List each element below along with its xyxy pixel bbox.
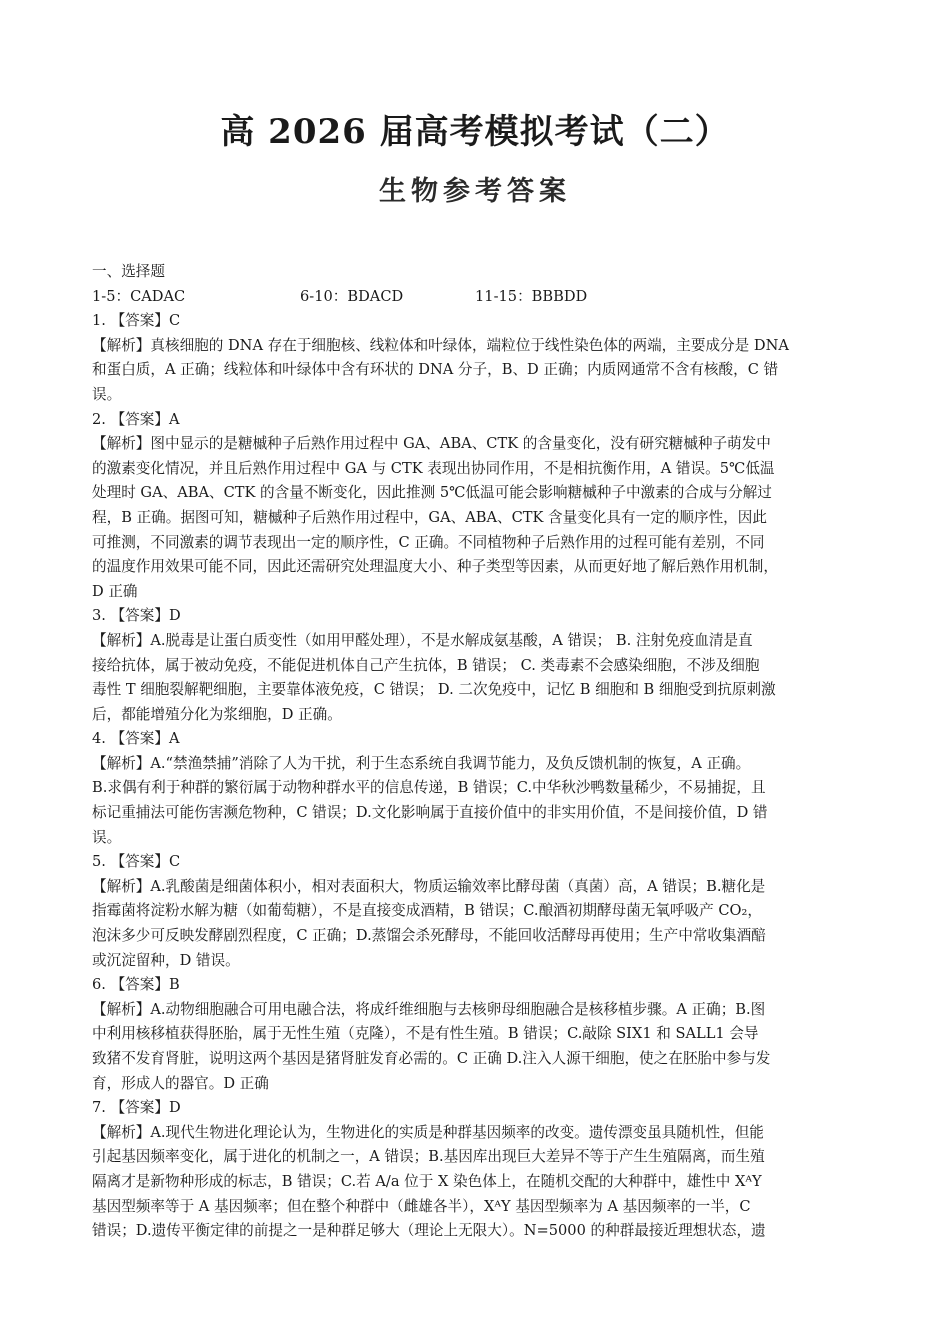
- question-block: [92, 850, 858, 973]
- explanation-line: 接给抗体，属于被动免疫，不能促进机体自己产生抗体，B 错误； C. 类毒素不会感染细胞，不涉及细胞: [92, 656, 760, 674]
- explanation-line: 【解析】A.动物细胞融合可用电融合法，将成纤维细胞与去核卵母细胞融合是核移植步骤。A 正确；B.图: [92, 1000, 766, 1018]
- explanation-line: 基因型频率等于 A 基因频率；但在整个种群中（雌雄各半），XᴬY 基因型频率为 A 基因频率的一半，C: [92, 1197, 751, 1215]
- explanation-line: 误。: [92, 828, 122, 846]
- explanation-line: 后，都能增殖分化为浆细胞，D 正确。: [92, 705, 342, 723]
- explanation-line: 指霉菌将淀粉水解为糖（如葡萄糖），不是直接变成酒精，B 错误；C.酿酒初期酵母菌无氧呼吸产 CO₂，: [92, 902, 762, 920]
- explanation-line: 误。: [92, 385, 122, 403]
- question-answer: 2. 【答案】A: [92, 410, 180, 428]
- explanation-line: 泡沫多少可反映发酵剧烈程度，C 正确；D.蒸馏会杀死酵母，不能回收活酵母再使用；生产中常收集酒醅: [92, 927, 766, 945]
- answer-key-11-15: 11-15：BBBDD: [475, 287, 588, 305]
- explanation-line: 【解析】图中显示的是糖槭种子后熟作用过程中 GA、ABA、CTK 的含量变化，没有研究糖槭种子萌发中: [92, 435, 771, 453]
- explanation-line: 【解析】真核细胞的 DNA 存在于细胞核、线粒体和叶绿体，端粒位于线性染色体的两端，主要成分是 DNA: [92, 336, 789, 354]
- question-block: [92, 604, 858, 727]
- explanation-line: 程，B 正确。据图可知，糖槭种子后熟作用过程中，GA、ABA、CTK 含量变化具有一定的顺序性，因此: [92, 508, 767, 526]
- explanation-line: 错误；D.遗传平衡定律的前提之一是种群足够大（理论上无限大）。N=5000 的种群最接近理想状态，遗: [92, 1222, 766, 1240]
- question-explanations: [92, 309, 858, 1244]
- explanation-line: 标记重捕法可能伤害濒危物种，C 错误；D.文化影响属于直接价值中的非实用价值，不是间接价值，D 错: [92, 804, 768, 822]
- explanation-line: 【解析】A.乳酸菌是细菌体积小，相对表面积大，物质运输效率比酵母菌（真菌）高，A 错误；B.糖化是: [92, 877, 766, 895]
- question-block: [92, 309, 858, 407]
- explanation-line: 的激素变化情况，并且后熟作用过程中 GA 与 CTK 表现出协同作用，不是相抗衡作用，A 错误。5℃低温: [92, 459, 775, 477]
- answer-key-row: [92, 285, 858, 310]
- explanation-line: 隔离才是新物种形成的标志，B 错误；C.若 A/a 位于 X 染色体上，在随机交配的大种群中，雄性中 XᴬY: [92, 1172, 762, 1190]
- answer-key-1-5: 1-5：CADAC: [92, 287, 186, 305]
- explanation-line: 中利用核移植获得胚胎，属于无性生殖（克隆），不是有性生殖。B 错误；C.敲除 SIX1 和 SALL1 会导: [92, 1025, 759, 1043]
- explanation-line: 毒性 T 细胞裂解靶细胞，主要靠体液免疫，C 错误； D. 二次免疫中，记忆 B 细胞和 B 细胞受到抗原刺激: [92, 681, 776, 699]
- question-answer: 3. 【答案】D: [92, 607, 181, 625]
- question-answer: 1. 【答案】C: [92, 312, 181, 330]
- explanation-line: 引起基因频率变化，属于进化的机制之一，A 错误；B.基因库出现巨大差异不等于产生生殖隔离，而生殖: [92, 1148, 765, 1166]
- explanation-line: 致猪不发育肾脏，说明这两个基因是猪肾脏发育必需的。C 正确 D.注入人源干细胞，使之在胚胎中参与发: [92, 1050, 771, 1067]
- explanation-line: 【解析】A.脱毒是让蛋白质变性（如用甲醛处理），不是水解成氨基酸，A 错误； B. 注射免疫血清是直: [92, 631, 753, 649]
- answer-key-6-10: 6-10：BDACD: [300, 287, 404, 305]
- question-answer: 7. 【答案】D: [92, 1099, 181, 1117]
- explanation-line: 的温度作用效果可能不同，因此还需研究处理温度大小、种子类型等因素，从而更好地了解后熟作用机制，: [92, 558, 778, 576]
- explanation-line: B.求偶有利于种群的繁衍属于动物种群水平的信息传递，B 错误；C.中华秋沙鸭数量稀少，不易捕捉，且: [92, 779, 766, 797]
- explanation-line: 或沉淀留种，D 错误。: [92, 951, 240, 969]
- explanation-line: 【解析】A.“禁渔禁捕”消除了人为干扰，利于生态系统自我调节能力，及负反馈机制的恢复，A 正确。: [92, 754, 751, 772]
- question-answer: 5. 【答案】C: [92, 853, 181, 871]
- question-block: [92, 1096, 858, 1244]
- question-block: [92, 408, 858, 605]
- explanation-line: 和蛋白质，A 正确；线粒体和叶绿体中含有环状的 DNA 分子，B、D 正确；内质网通常不含有核酸，C 错: [92, 361, 779, 379]
- answer-content: [92, 260, 858, 1244]
- question-answer: 4. 【答案】A: [92, 730, 180, 748]
- question-block: [92, 727, 858, 850]
- explanation-line: 可推测，不同激素的调节表现出一定的顺序性，C 正确。不同植物种子后熟作用的过程可能有差别，不同: [92, 533, 765, 551]
- question-answer: 6. 【答案】B: [92, 976, 180, 994]
- section-heading: 一、选择题: [92, 263, 165, 280]
- explanation-line: 【解析】A.现代生物进化理论认为，生物进化的实质是种群基因频率的改变。遗传漂变虽具随机性，但能: [92, 1123, 764, 1141]
- explanation-line: 处理时 GA、ABA、CTK 的含量不断变化，因此推测 5℃低温可能会影响糖槭种子中激素的合成与分解过: [92, 484, 772, 502]
- explanation-line: 育，形成人的器官。D 正确: [92, 1074, 269, 1092]
- question-block: [92, 973, 858, 1096]
- page-title: 高 2026 届高考模拟考试（二）: [220, 112, 730, 152]
- explanation-line: D 正确: [92, 582, 138, 600]
- page-subtitle: 生物参考答案: [379, 176, 571, 207]
